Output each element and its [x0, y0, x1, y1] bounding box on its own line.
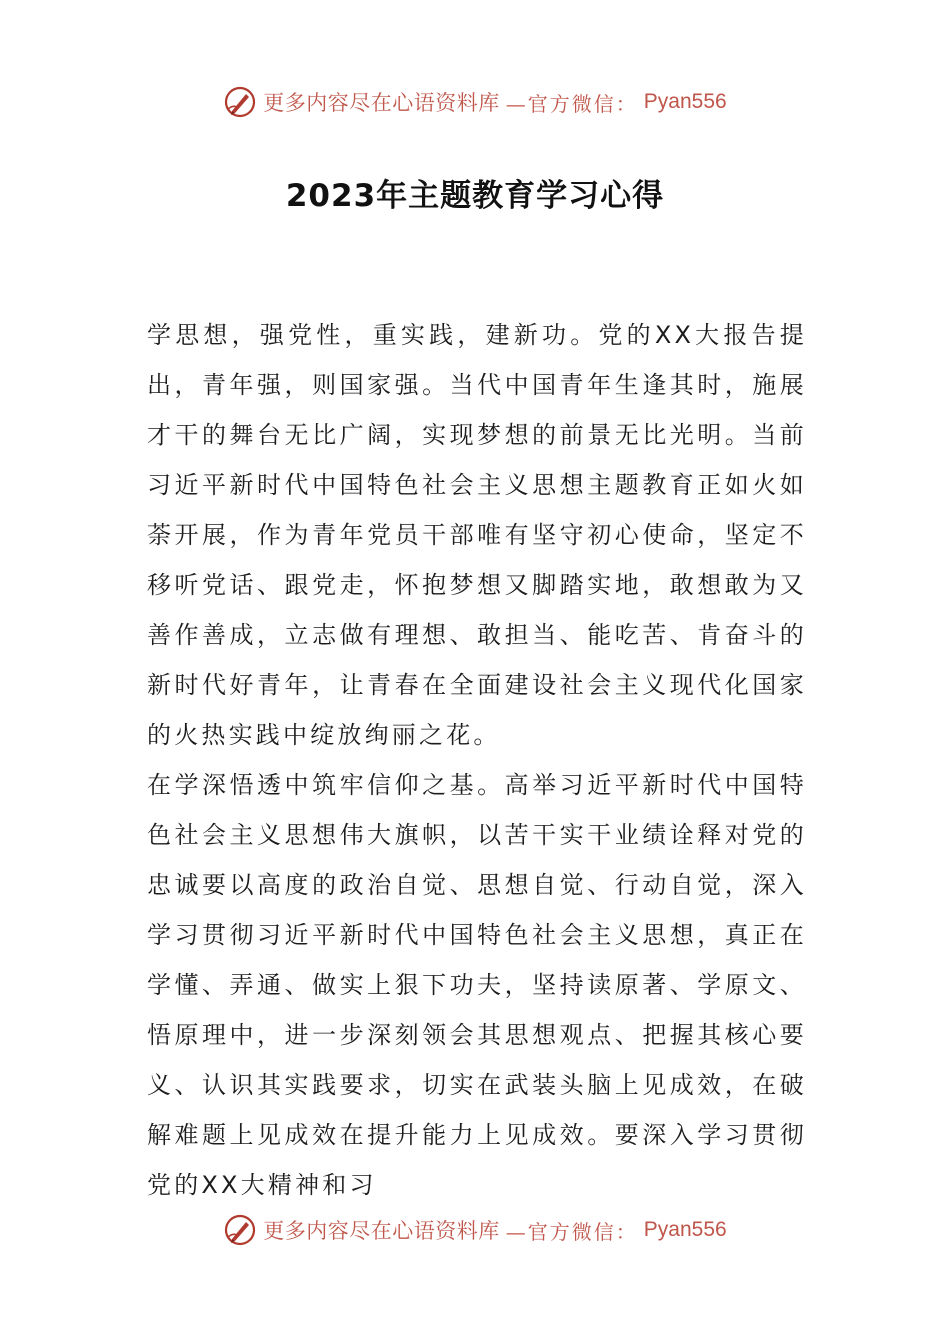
banner-official-text: —官方微信： — [505, 91, 638, 116]
pen-logo-icon — [223, 1213, 257, 1247]
banner-official-text: —官方微信： — [505, 1219, 638, 1244]
banner-site-text: 更多内容尽在心语资料库 — [263, 1219, 500, 1243]
pen-logo-icon — [223, 85, 257, 119]
paragraph: 学思想，强党性，重实践，建新功。党的XX大报告提出，青年强，则国家强。当代中国青年生逢其时，施展才干的舞台无比广阔，实现梦想的前景无比光明。当前习近平新时代中国特色社会主义思想主题教育正如火如荼开展，作为青年党员干部唯有坚守初心使命，坚定不移听党话、跟党走，怀抱梦想又脚踏实地，敢想敢为又善作善成，立志做有理想、敢担当、能吃苦、肯奋斗的新时代好青年，让青春在全面建设社会主义现代化国家的火热实践中绽放绚丽之花。 — [147, 321, 807, 749]
banner-wechat-id: Pyan556 — [643, 90, 727, 113]
footer-banner — [0, 1210, 950, 1250]
banner-wechat-id: Pyan556 — [643, 1218, 727, 1241]
document-title: 2023年主题教育学习心得 — [285, 178, 665, 214]
paragraph: 在学深悟透中筑牢信仰之基。高举习近平新时代中国特色社会主义思想伟大旗帜，以苦干实干业绩诠释对党的忠诚要以高度的政治自觉、思想自觉、行动自觉，深入学习贯彻习近平新时代中国特色社会主义思想，真正在学懂、弄通、做实上狠下功夫，坚持读原著、学原文、悟原理中，进一步深刻领会其思想观点、把握其核心要义、认识其实践要求，切实在武装头脑上见成效，在破解难题上见成效在提升能力上见成效。要深入学习贯彻党的XX大精神和习 — [147, 771, 807, 1199]
header-banner — [0, 82, 950, 122]
banner-site-text: 更多内容尽在心语资料库 — [263, 91, 500, 115]
document-body — [147, 310, 807, 1210]
